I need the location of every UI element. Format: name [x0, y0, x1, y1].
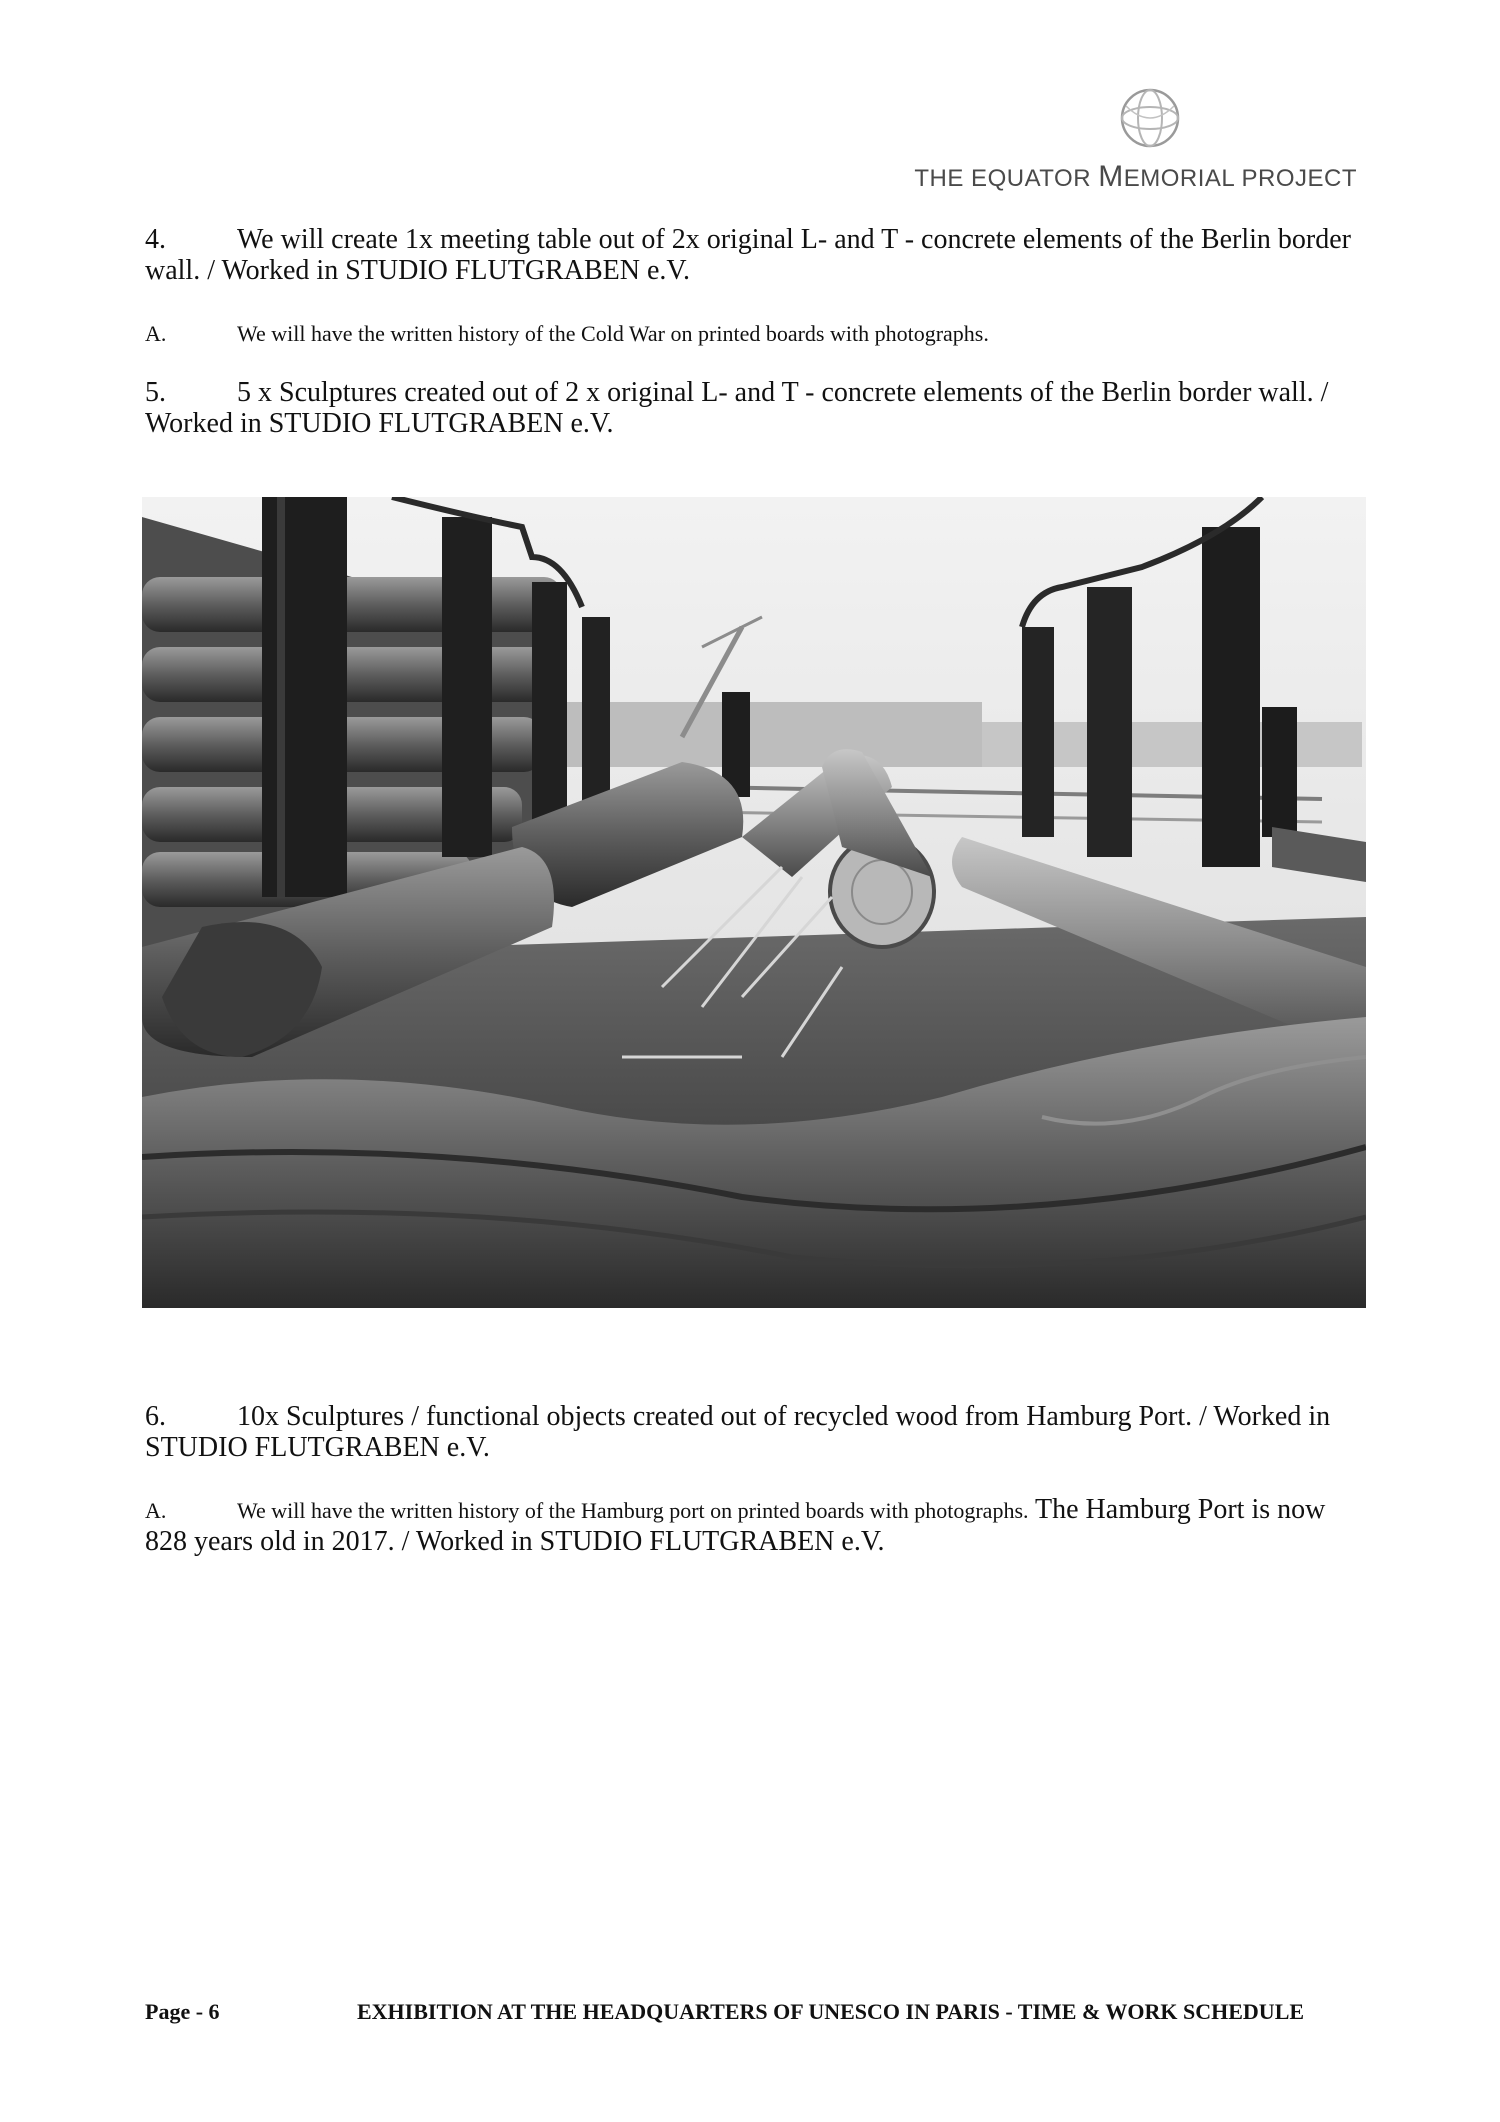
item-number: 6. [145, 1401, 166, 1432]
page-number: Page - 6 [145, 1999, 220, 2024]
item-text: 10x Sculptures / functional objects created out of recycled wood from Hamburg Port. / Worked in STUDIO FLUTGRABEN e.V. [145, 1401, 1331, 1463]
photo-logs-hamburg-port [142, 497, 1366, 1308]
footer-title: EXHIBITION AT THE HEADQUARTERS OF UNESCO IN PARIS - TIME & WORK SCHEDULE [357, 1999, 1305, 2024]
logo [914, 86, 1357, 196]
item-number: A. [145, 321, 167, 346]
item-6a [145, 1494, 1365, 1557]
item-text-small: We will have the written history of the Hamburg port on printed boards with photographs. [237, 1498, 1029, 1523]
logo-text: THE EQUATOR MEMORIAL PROJECT [914, 160, 1357, 193]
item-4 [145, 224, 1365, 286]
item-number: A. [145, 1498, 167, 1523]
item-text: The Hamburg Port is now 828 years old in 2017. / Worked in STUDIO FLUTGRABEN e.V. [145, 1494, 1326, 1557]
item-text: We will have the written history of the Cold War on printed boards with photographs. [237, 321, 989, 346]
globe-icon [1118, 86, 1182, 150]
item-number: 5. [145, 377, 166, 408]
item-number: 4. [145, 224, 166, 255]
item-text: 5 x Sculptures created out of 2 x original L- and T - concrete elements of the Berlin border wall. / Worked in STUDIO FLUTGRABEN e.V. [145, 377, 1329, 439]
item-5 [145, 377, 1365, 439]
item-6 [145, 1401, 1365, 1463]
item-text: We will create 1x meeting table out of 2x original L- and T - concrete elements of the Berlin border wall. / Worked in STUDIO FLUTGRABEN e.V. [145, 224, 1351, 286]
item-4a [145, 318, 1365, 349]
